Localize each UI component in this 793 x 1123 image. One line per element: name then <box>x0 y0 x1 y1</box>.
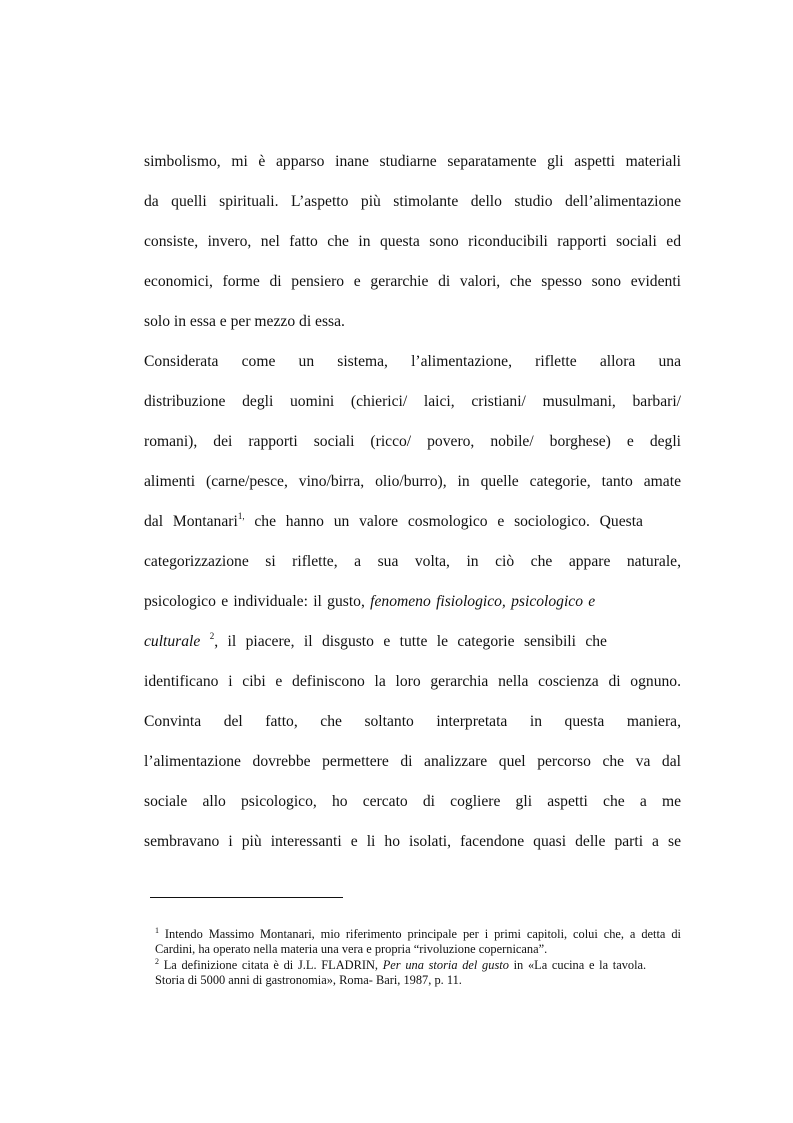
italic-quote: fenomeno fisiologico, psicologico e <box>370 593 596 610</box>
body-text: , il piacere, il disgusto e tutte le categorie sensibili che <box>214 633 607 650</box>
body-line: Convinta del fatto, che soltanto interpretata in questa maniera, <box>144 713 681 730</box>
footnote-marker-2: 2 <box>155 957 159 966</box>
footnote-title: Per una storia del gusto <box>382 958 509 972</box>
body-line: consiste, invero, nel fatto che in questa sono riconducibili rapporti sociali ed <box>144 233 681 250</box>
footnote-text: in «La cucina e la tavola. <box>508 958 647 972</box>
footnote-2 <box>155 958 681 973</box>
body-text: che hanno un valore cosmologico e sociologico. Questa <box>244 513 643 530</box>
body-line: l’alimentazione dovrebbe permettere di analizzare quel percorso che va dal <box>144 753 681 770</box>
footnote-text: Intendo Massimo Montanari, mio riferimento principale per i primi capitoli, colui che, a detta di <box>159 927 681 941</box>
body-line: sociale allo psicologico, ho cercato di cogliere gli aspetti che a me <box>144 793 681 810</box>
footnote-1-line-2: Cardini, ha operato nella materia una vera e propria “rivoluzione copernicana”. <box>155 942 548 956</box>
body-line: romani), dei rapporti sociali (ricco/ povero, nobile/ borghese) e degli <box>144 433 681 450</box>
footnote-1 <box>155 927 681 942</box>
body-line: solo in essa e per mezzo di essa. <box>144 313 345 330</box>
body-line: distribuzione degli uomini (chierici/ laici, cristiani/ musulmani, barbari/ <box>144 393 681 410</box>
body-line: identificano i cibi e definiscono la loro gerarchia nella coscienza di ognuno. <box>144 673 681 690</box>
italic-quote: culturale <box>144 633 201 650</box>
body-line: economici, forme di pensiero e gerarchie di valori, che spesso sono evidenti <box>144 273 681 290</box>
footnote-ref-1[interactable]: 1, <box>237 511 245 521</box>
body-text: psicologico e individuale: il gusto, <box>144 593 371 610</box>
footnote-text: La definizione citata è di J.L. FLADRIN, <box>159 958 383 972</box>
body-line: categorizzazione si riflette, a sua volta, in ciò che appare naturale, <box>144 553 681 570</box>
footnote-ref-2[interactable]: 2 <box>209 631 215 641</box>
body-line <box>144 512 681 532</box>
footnote-separator <box>150 897 343 898</box>
body-line: sembravano i più interessanti e li ho isolati, facendone quasi delle parti a se <box>144 833 681 850</box>
body-line: simbolismo, mi è apparso inane studiarne separatamente gli aspetti materiali <box>144 153 681 170</box>
footnote-marker-1: 1 <box>155 926 159 935</box>
body-line <box>144 632 681 652</box>
body-line: alimenti (carne/pesce, vino/birra, olio/burro), in quelle categorie, tanto amate <box>144 473 681 490</box>
body-text: dal Montanari <box>144 513 238 530</box>
body-line <box>144 592 681 612</box>
body-line: Considerata come un sistema, l’alimentazione, riflette allora una <box>144 353 681 370</box>
body-line: da quelli spirituali. L’aspetto più stimolante dello studio dell’alimentazione <box>144 193 681 210</box>
footnote-2-line-2: Storia di 5000 anni di gastronomia», Roma- Bari, 1987, p. 11. <box>155 973 462 987</box>
